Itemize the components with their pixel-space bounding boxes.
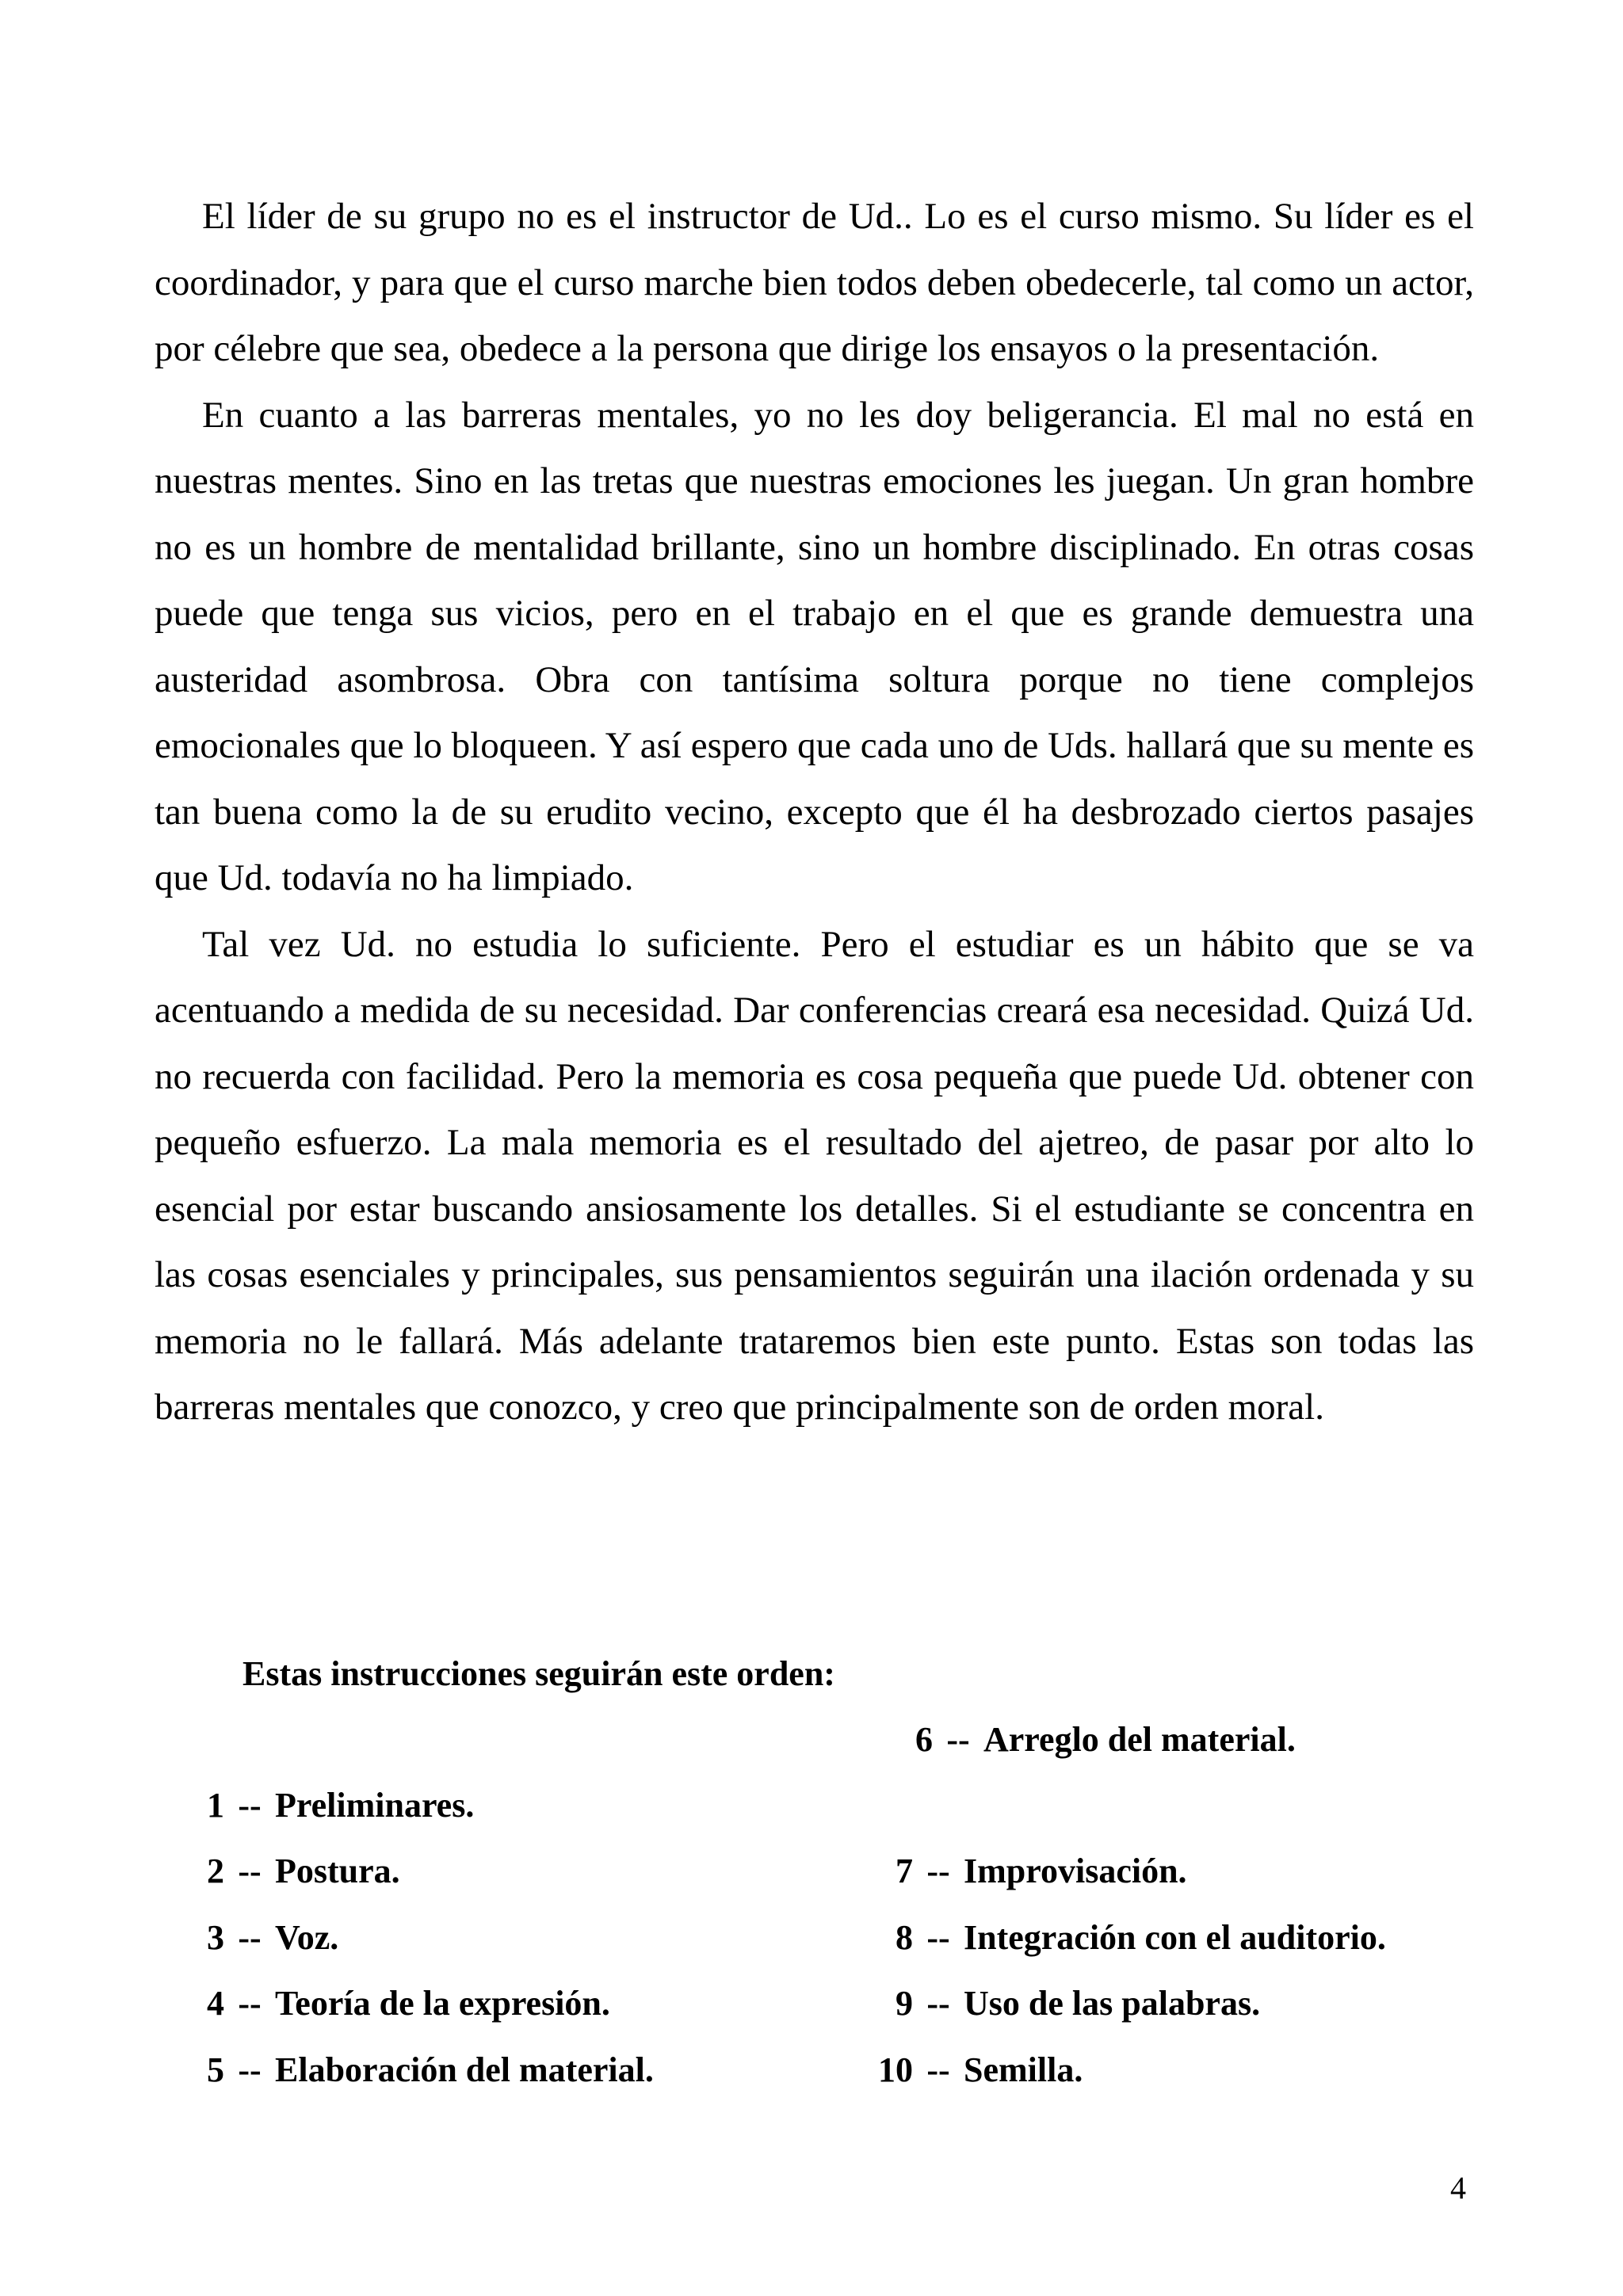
list-item-6 <box>892 1719 1296 1760</box>
item-label: Preliminares. <box>275 1786 475 1825</box>
item-label: Semilla. <box>964 2050 1083 2089</box>
paragraph-2: En cuanto a las barreras mentales, yo no les doy beligerancia. El mal no está en nuestras mentes. Sino en las tretas que nuestras emociones les juegan. Un gran hombre no es un hombre de mentalidad brillante, sino un hombre disciplinado. En otras cosas puede que tenga sus vicios, pero en el trabajo en el que es grande demuestra una austeridad asombrosa. Obra con tantísima soltura porque no tiene complejos emocionales que lo bloqueen. Y así espero que cada uno de Uds. hallará que su mente es tan buena como la de su erudito vecino, excepto que él ha desbrozado ciertos pasajes que Ud. todavía no ha limpiado. <box>155 394 1474 898</box>
item-separator: -- <box>238 1918 262 1957</box>
item-number: 7 <box>896 1852 913 1890</box>
list-item-5 <box>202 2050 654 2090</box>
item-separator: -- <box>238 2050 262 2089</box>
list-item-7 <box>872 1851 1187 1891</box>
item-number: 5 <box>207 2050 224 2089</box>
item-separator: -- <box>926 1984 950 2023</box>
item-separator: -- <box>238 1984 262 2023</box>
list-item-9 <box>872 1983 1260 2023</box>
item-label: Improvisación. <box>964 1852 1187 1890</box>
item-separator: -- <box>238 1852 262 1890</box>
item-number: 6 <box>915 1720 933 1759</box>
item-number: 9 <box>896 1984 913 2023</box>
list-item-1 <box>202 1785 474 1825</box>
item-number: 4 <box>207 1984 224 2023</box>
item-number: 8 <box>896 1918 913 1957</box>
list-heading: Estas instrucciones seguirán este orden: <box>242 1654 835 1693</box>
item-label: Elaboración del material. <box>275 2050 654 2089</box>
item-label: Arreglo del material. <box>983 1720 1296 1759</box>
item-label: Integración con el auditorio. <box>964 1918 1386 1957</box>
item-number: 2 <box>207 1852 224 1890</box>
item-separator: -- <box>926 2050 950 2089</box>
item-number: 10 <box>878 2050 913 2089</box>
paragraph-1: El líder de su grupo no es el instructor de Ud.. Lo es el curso mismo. Su líder es el coordinador, y para que el curso marche bien todos deben obedecerle, tal como un actor, por célebre que sea, obedece a la persona que dirige los ensayos o la presentación. <box>155 196 1474 369</box>
item-separator: -- <box>946 1720 970 1759</box>
body-text <box>155 184 1474 1441</box>
list-item-4 <box>202 1983 610 2023</box>
item-label: Voz. <box>275 1918 339 1957</box>
list-item-10 <box>872 2050 1083 2090</box>
list-item-3 <box>202 1917 338 1958</box>
item-label: Teoría de la expresión. <box>275 1984 610 2023</box>
item-separator: -- <box>926 1852 950 1890</box>
item-label: Postura. <box>275 1852 400 1890</box>
item-separator: -- <box>926 1918 950 1957</box>
list-item-8 <box>872 1917 1386 1958</box>
item-separator: -- <box>238 1786 262 1825</box>
page-number: 4 <box>1450 2170 1466 2206</box>
item-number: 1 <box>207 1786 224 1825</box>
paragraph-3: Tal vez Ud. no estudia lo suficiente. Pero el estudiar es un hábito que se va acentuando a medida de su necesidad. Dar conferencias creará esa necesidad. Quizá Ud. no recuerda con facilidad. Pero la memoria es cosa pequeña que puede Ud. obtener con pequeño esfuerzo. La mala memoria es el resultado del ajetreo, de pasar por alto lo esencial por estar buscando ansiosamente los detalles. Si el estudiante se concentra en las cosas esenciales y principales, sus pensamientos seguirán una ilación ordenada y su memoria no le fallará. Más adelante trataremos bien este punto. Estas son todas las barreras mentales que conozco, y creo que principalmente son de orden moral. <box>155 923 1474 1428</box>
item-label: Uso de las palabras. <box>964 1984 1261 2023</box>
list-item-2 <box>202 1851 400 1891</box>
item-number: 3 <box>207 1918 224 1957</box>
